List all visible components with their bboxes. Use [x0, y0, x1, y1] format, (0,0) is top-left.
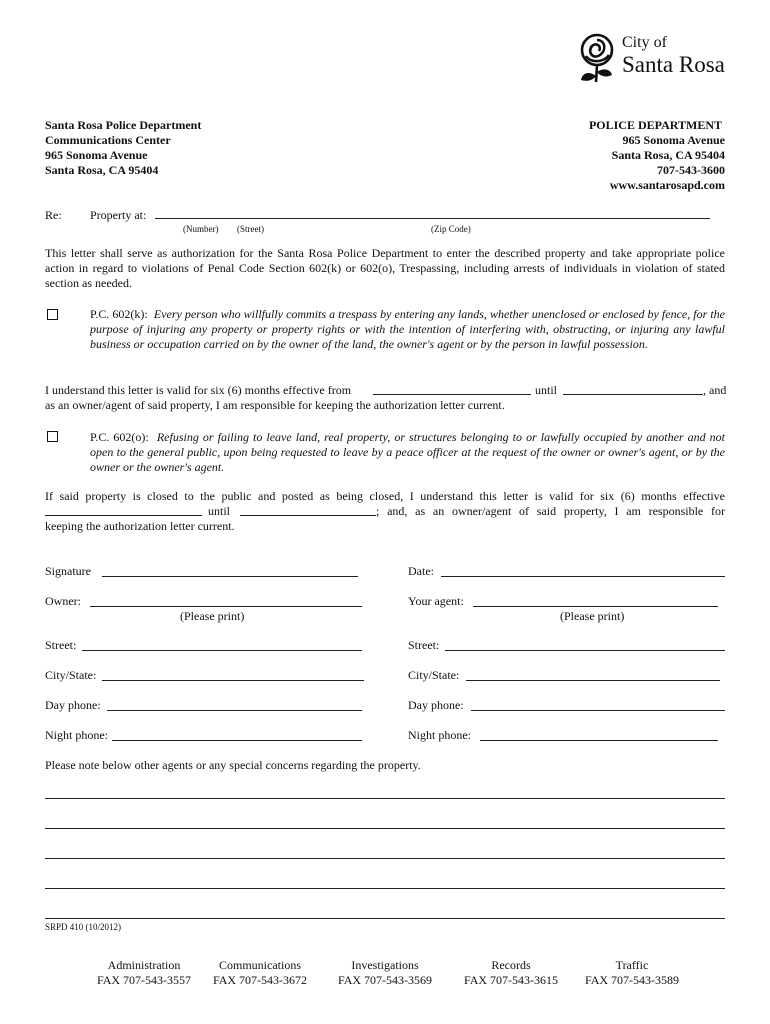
footer-investigations	[320, 958, 450, 988]
hint-street: (Street)	[237, 224, 264, 234]
property-label: Property at:	[90, 208, 147, 222]
agent-city-label: City/State:	[408, 668, 460, 682]
sender-address	[45, 118, 201, 178]
sender-line: 965 Sonoma Avenue	[45, 148, 148, 162]
pc602o-text: Refusing or failing to leave land, real property, or structures belonging to or lawfully occupied by another and not open to the general public, upon being requested to leave by a peace officer at the request of the owner or owner's agent, or by the owner or the owner's agent.	[90, 430, 726, 474]
pc602k-label: P.C. 602(k):	[90, 307, 148, 321]
owner-city-label: City/State:	[45, 668, 97, 682]
valid1-text: I understand this letter is valid for six (6) months effective from	[45, 383, 352, 397]
pc602o-paragraph	[90, 430, 725, 475]
agent-label: Your agent:	[408, 594, 464, 608]
footer-administration	[79, 958, 209, 988]
signature-label: Signature	[45, 564, 91, 578]
footer-records	[446, 958, 576, 988]
rose-icon	[578, 30, 616, 88]
agent-day-phone-field[interactable]	[471, 710, 725, 711]
agent-street-field[interactable]	[445, 650, 725, 651]
intro-paragraph: This letter shall serve as authorization for the Santa Rosa Police Department to enter the described property and take appropriate police action in regard to violations of Penal Code Section 602(k) or 602(o), Trespassing, including arrests of individuals in violation of stated section as needed.	[45, 246, 725, 290]
agent-city-field[interactable]	[466, 680, 720, 681]
valid2-until: until	[208, 504, 231, 518]
valid1-from-field[interactable]	[373, 394, 531, 395]
notes-line[interactable]	[45, 798, 725, 799]
footer-dept-name: Communications	[219, 958, 301, 972]
footer-dept-name: Traffic	[615, 958, 649, 972]
footer-dept-fax: FAX 707-543-3672	[212, 973, 308, 987]
valid1-until: until	[535, 383, 558, 397]
date-label: Date:	[408, 564, 434, 578]
footer-traffic	[567, 958, 697, 988]
valid1-end: , and	[703, 383, 727, 397]
date-field[interactable]	[441, 576, 725, 577]
notes-line[interactable]	[45, 828, 725, 829]
footer-dept-name: Records	[491, 958, 531, 972]
sender-line: Communications Center	[45, 133, 171, 147]
re-label: Re:	[45, 208, 62, 222]
pc602k-checkbox[interactable]	[47, 309, 58, 320]
notes-label: Please note below other agents or any special concerns regarding the property.	[45, 758, 421, 772]
notes-line[interactable]	[45, 918, 725, 919]
property-address-field[interactable]	[155, 218, 710, 219]
dept-line: POLICE DEPARTMENT	[588, 118, 722, 132]
footer-dept-fax: FAX 707-543-3615	[463, 973, 559, 987]
owner-field[interactable]	[90, 606, 362, 607]
agent-street-label: Street:	[408, 638, 440, 652]
sender-line: Santa Rosa Police Department	[45, 118, 202, 132]
valid2-until-field[interactable]	[240, 515, 376, 516]
signature-field[interactable]	[102, 576, 358, 577]
logo-city-of: City of	[622, 34, 667, 51]
owner-night-phone-field[interactable]	[112, 740, 362, 741]
agent-please-print: (Please print)	[560, 609, 625, 623]
footer-dept-fax: FAX 707-543-3569	[337, 973, 433, 987]
footer-dept-name: Investigations	[351, 958, 419, 972]
dept-website: www.santarosapd.com	[609, 178, 725, 192]
valid1-until-field[interactable]	[563, 394, 703, 395]
pc602k-text: Every person who willfully commits a trespass by entering any lands, whether unenclosed or enclosed by fence, for the purpose of injuring any property or property rights or with the intention of interfering with, obstructing, or injuring any lawful business or occupation carried on by the owner of the land, the owner's agent or by the person in lawful possession.	[90, 307, 725, 351]
sender-line: Santa Rosa, CA 95404	[45, 163, 159, 177]
owner-night-phone-label: Night phone:	[45, 728, 108, 742]
valid2-mid: ; and, as an owner/agent of said property, I am responsible for	[376, 504, 725, 518]
agent-field[interactable]	[473, 606, 718, 607]
owner-street-field[interactable]	[82, 650, 362, 651]
hint-zip: (Zip Code)	[431, 224, 471, 234]
footer-dept-fax: FAX 707-543-3557	[96, 973, 192, 987]
dept-line: 707-543-3600	[657, 163, 725, 177]
owner-day-phone-label: Day phone:	[45, 698, 101, 712]
department-address	[589, 118, 725, 193]
owner-label: Owner:	[45, 594, 81, 608]
valid2-from-field[interactable]	[45, 515, 202, 516]
agent-day-phone-label: Day phone:	[408, 698, 464, 712]
agent-night-phone-field[interactable]	[480, 740, 718, 741]
owner-please-print: (Please print)	[180, 609, 245, 623]
notes-line[interactable]	[45, 888, 725, 889]
form-id: SRPD 410 (10/2012)	[45, 922, 122, 932]
footer-communications	[195, 958, 325, 988]
pc602o-checkbox[interactable]	[47, 431, 58, 442]
dept-line: Santa Rosa, CA 95404	[611, 148, 725, 162]
owner-day-phone-field[interactable]	[107, 710, 362, 711]
footer-dept-fax: FAX 707-543-3589	[584, 973, 680, 987]
city-logo	[578, 30, 738, 92]
notes-line[interactable]	[45, 858, 725, 859]
owner-street-label: Street:	[45, 638, 77, 652]
agent-night-phone-label: Night phone:	[408, 728, 471, 742]
owner-city-field[interactable]	[102, 680, 364, 681]
footer-dept-name: Administration	[107, 958, 181, 972]
pc602k-paragraph	[90, 307, 725, 352]
dept-line: 965 Sonoma Avenue	[622, 133, 725, 147]
hint-number: (Number)	[183, 224, 219, 234]
pc602o-label: P.C. 602(o):	[90, 430, 149, 444]
valid1-line2: as an owner/agent of said property, I am responsible for keeping the authorization letter current.	[45, 398, 505, 412]
logo-santa-rosa: Santa Rosa	[622, 52, 725, 77]
valid2-line1: If said property is closed to the public and posted as being closed, I understand this letter is valid for six (6) months effective	[45, 489, 725, 503]
valid2-line3: keeping the authorization letter current.	[45, 519, 235, 533]
